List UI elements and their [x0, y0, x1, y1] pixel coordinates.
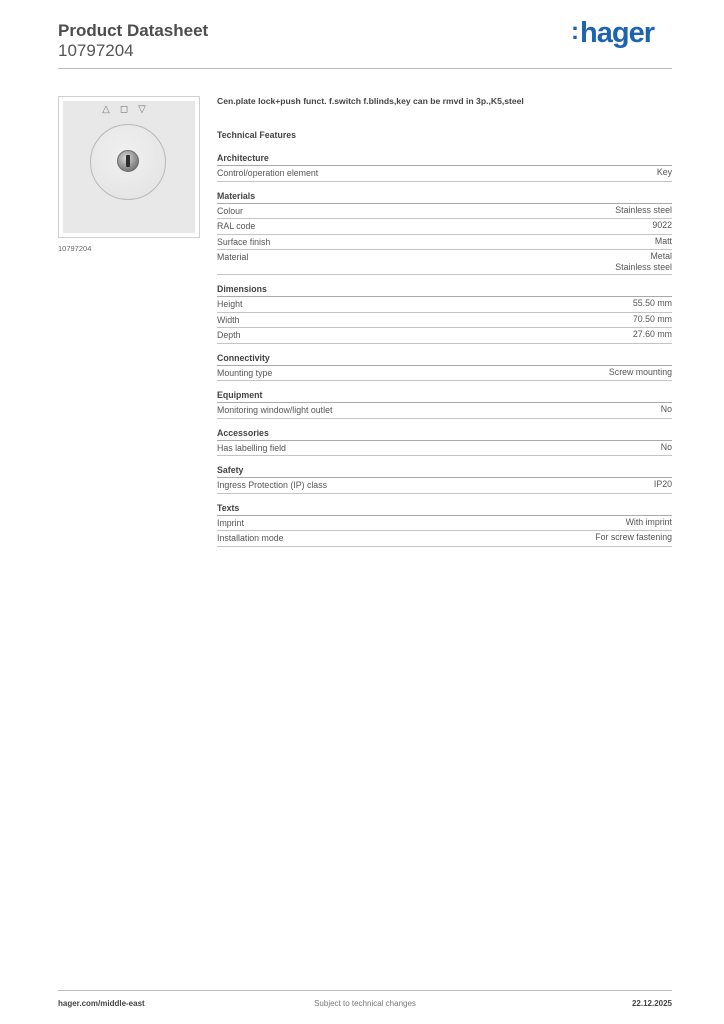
cover-plate-image [63, 101, 195, 233]
section-title: Architecture [217, 153, 269, 163]
row-value-line: Stainless steel [615, 204, 672, 215]
stop-square-icon: ◻ [119, 104, 139, 115]
section-rows [217, 165, 672, 182]
row-value [652, 220, 672, 231]
feature-sections [217, 153, 672, 547]
section-dimensions [217, 284, 672, 344]
row-value [633, 329, 672, 340]
row-label: Ingress Protection (IP) class [217, 480, 327, 490]
table-row [217, 219, 672, 235]
row-value-line: 55.50 mm [632, 298, 672, 308]
header-divider [58, 68, 672, 69]
section-accessories [217, 428, 672, 457]
row-label: RAL code [217, 221, 256, 231]
section-equipment [217, 390, 672, 419]
section-connectivity [217, 353, 672, 382]
row-value [615, 205, 672, 216]
section-rows [217, 203, 672, 276]
footer-website: hager.com/middle-east [58, 999, 145, 1008]
row-value [661, 404, 672, 415]
product-number: 10797204 [58, 41, 134, 60]
row-value [609, 367, 672, 378]
table-row [217, 166, 672, 182]
table-row [217, 478, 672, 494]
section-rows [217, 402, 672, 419]
table-row [217, 366, 672, 382]
table-row [217, 403, 672, 419]
row-label: Width [217, 314, 240, 325]
table-row [217, 328, 672, 344]
row-value [633, 314, 672, 325]
row-label: Material [217, 252, 249, 262]
section-title: Accessories [217, 427, 269, 438]
hager-logo [571, 18, 654, 50]
row-value-line: Key [656, 167, 672, 177]
section-title: Equipment [217, 390, 263, 400]
section-title: Materials [217, 190, 256, 201]
row-value-line: For screw fastening [595, 532, 672, 542]
footer-notice: Subject to technical changes [314, 999, 416, 1008]
section-materials [217, 191, 672, 276]
row-value-line: Stainless steel [615, 262, 672, 272]
row-label: Installation mode [217, 533, 284, 543]
table-row [217, 441, 672, 457]
table-row [217, 531, 672, 547]
footer-date: 22.12.2025 [631, 999, 672, 1008]
row-value-line: IP20 [653, 479, 672, 489]
section-architecture [217, 153, 672, 182]
table-row [217, 235, 672, 251]
row-label: Control/operation element [217, 168, 319, 178]
row-label: Height [217, 299, 243, 309]
section-safety [217, 465, 672, 494]
row-value [654, 479, 672, 490]
up-arrow-icon: △ [102, 104, 120, 115]
logo-colon-mark: : [571, 18, 580, 45]
section-title: Connectivity [217, 352, 270, 363]
row-value-line: With imprint [625, 516, 672, 527]
logo-text: hager [580, 17, 654, 49]
table-row [217, 516, 672, 532]
section-rows [217, 477, 672, 494]
row-value-line: No [660, 404, 672, 414]
table-row [217, 204, 672, 220]
row-value [657, 167, 672, 178]
row-label: Colour [217, 205, 243, 216]
technical-features-heading: Technical Features [217, 130, 297, 140]
plate-circle [90, 124, 166, 200]
table-row [217, 250, 672, 275]
section-rows [217, 440, 672, 457]
section-rows [217, 365, 672, 382]
row-value-line: 70.50 mm [632, 313, 672, 324]
row-value-line: Metal [650, 251, 672, 261]
row-value-line: 27.60 mm [632, 329, 672, 339]
row-label: Depth [217, 330, 241, 340]
row-label: Imprint [217, 517, 244, 528]
product-description: Cen.plate lock+push funct. f.switch f.blinds,key can be rmvd in 3p.,K5,steel [217, 96, 524, 106]
row-label: Monitoring window/light outlet [217, 405, 333, 415]
product-image [58, 96, 200, 238]
row-value-line: 9022 [652, 220, 672, 230]
down-arrow-icon: ▽ [138, 104, 156, 115]
row-value-line: Screw mounting [608, 366, 672, 377]
section-title: Safety [217, 465, 244, 475]
row-value [661, 442, 672, 453]
section-rows [217, 515, 672, 547]
row-value [633, 298, 672, 309]
table-row [217, 313, 672, 329]
header [58, 21, 208, 61]
row-value-line: Matt [654, 235, 672, 246]
row-value [615, 251, 672, 273]
section-rows [217, 296, 672, 344]
page-title: Product Datasheet [58, 21, 209, 40]
plate-symbols [63, 104, 195, 115]
section-title: Texts [217, 502, 240, 513]
datasheet-content [217, 94, 672, 556]
key-slot [126, 155, 130, 167]
table-row [217, 297, 672, 313]
row-value [655, 236, 672, 247]
row-label: Has labelling field [217, 442, 286, 453]
footer-divider [58, 990, 672, 991]
section-title: Dimensions [217, 284, 267, 294]
row-value [595, 532, 672, 543]
row-value [626, 517, 672, 528]
image-caption: 10797204 [58, 244, 92, 253]
key-lock-icon [117, 150, 139, 172]
row-label: Mounting type [217, 367, 273, 378]
row-value-line: No [660, 441, 672, 452]
section-texts [217, 503, 672, 547]
row-label: Surface finish [217, 236, 271, 247]
